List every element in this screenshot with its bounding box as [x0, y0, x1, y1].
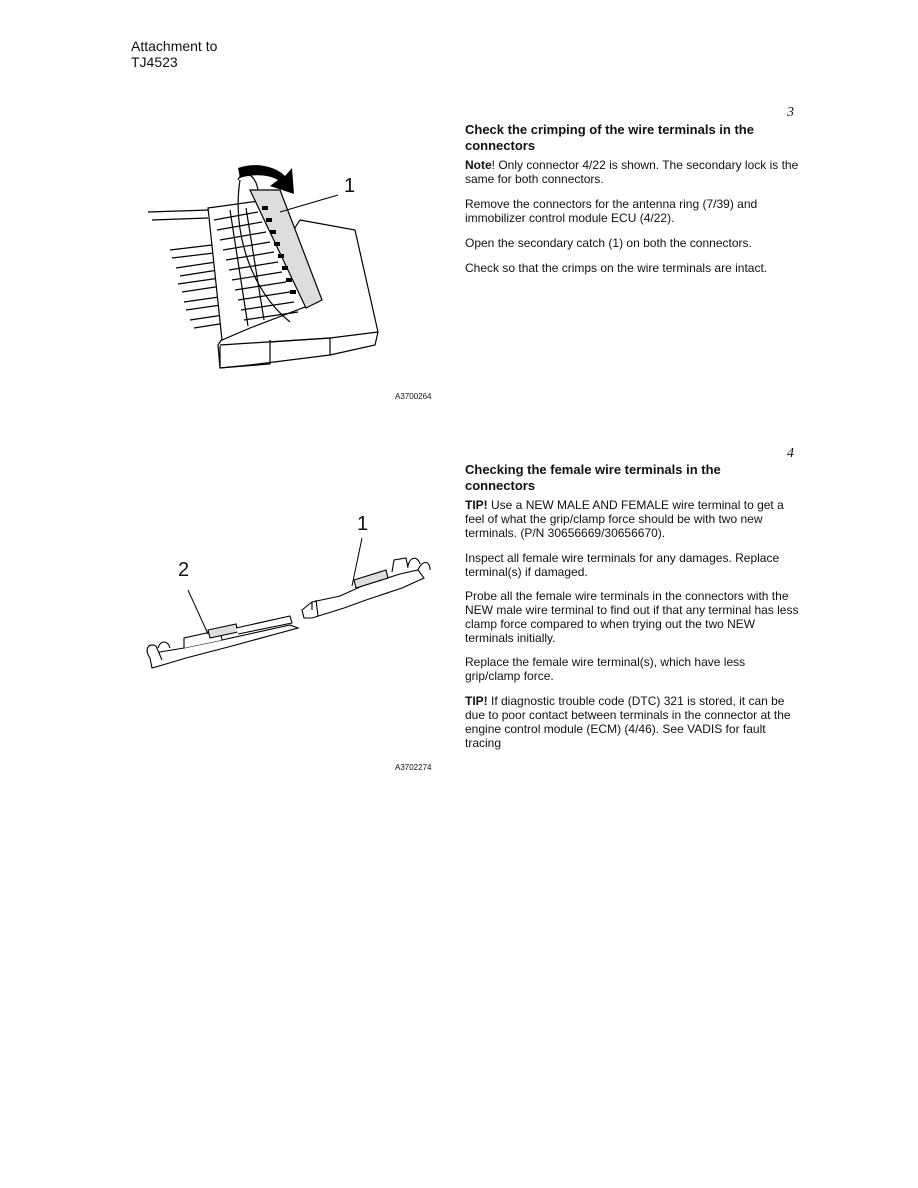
step-4-para-2: Probe all the female wire terminals in the connectors with the NEW male wire terminal to find out if that any terminal has less clamp force compared to when trying out the two NEW terminals initially.	[465, 589, 799, 645]
step-4-callout-2: 2	[178, 559, 190, 581]
step-3-title: Check the crimping of the wire terminals in the connectors	[465, 122, 754, 153]
step-3-number: 3	[787, 105, 794, 120]
step-3-para-1: Remove the connectors for the antenna ring (7/39) and immobilizer control module ECU (4/22).	[465, 197, 758, 225]
step-4-para-3: Replace the female wire terminal(s), which have less grip/clamp force.	[465, 655, 746, 683]
step-4-number: 4	[787, 446, 794, 461]
tip-1-label: TIP!	[465, 498, 488, 512]
step-3-para-2: Open the secondary catch (1) on both the connectors.	[465, 236, 752, 250]
step-3-callout-1: 1	[344, 175, 356, 197]
step-3-figure-code: A3700264	[395, 392, 432, 401]
note-text: ! Only connector 4/22 is shown. The secondary lock is the same for both connectors.	[465, 158, 799, 186]
step-4-title: Checking the female wire terminals in the connectors	[465, 462, 721, 493]
header-line-1: Attachment to	[131, 38, 218, 54]
step-4-tip-1	[465, 498, 800, 540]
step-4-para-1: Inspect all female wire terminals for any damages. Replace terminal(s) if damaged.	[465, 551, 780, 579]
step-4-callout-1: 1	[357, 513, 369, 535]
tip-1-text: Use a NEW MALE AND FEMALE wire terminal to get a feel of what the grip/clamp force should be with two new terminals. (P/N 30656669/30656670).	[465, 498, 784, 540]
tip-2-text: If diagnostic trouble code (DTC) 321 is stored, it can be due to poor contact between terminals in the connector at the engine control module (ECM) (4/46). See VADIS for fault tracing	[465, 694, 791, 750]
step-4-figure-code: A3702274	[395, 763, 432, 772]
header-line-2: TJ4523	[131, 54, 178, 70]
step-3-para-3: Check so that the crimps on the wire terminals are intact.	[465, 261, 768, 275]
step-4-tip-2	[465, 694, 800, 750]
tip-2-label: TIP!	[465, 694, 488, 708]
step-3-note	[465, 158, 800, 186]
note-label: Note	[465, 158, 492, 172]
document-header	[131, 38, 217, 70]
terminals-illustration	[140, 530, 440, 680]
